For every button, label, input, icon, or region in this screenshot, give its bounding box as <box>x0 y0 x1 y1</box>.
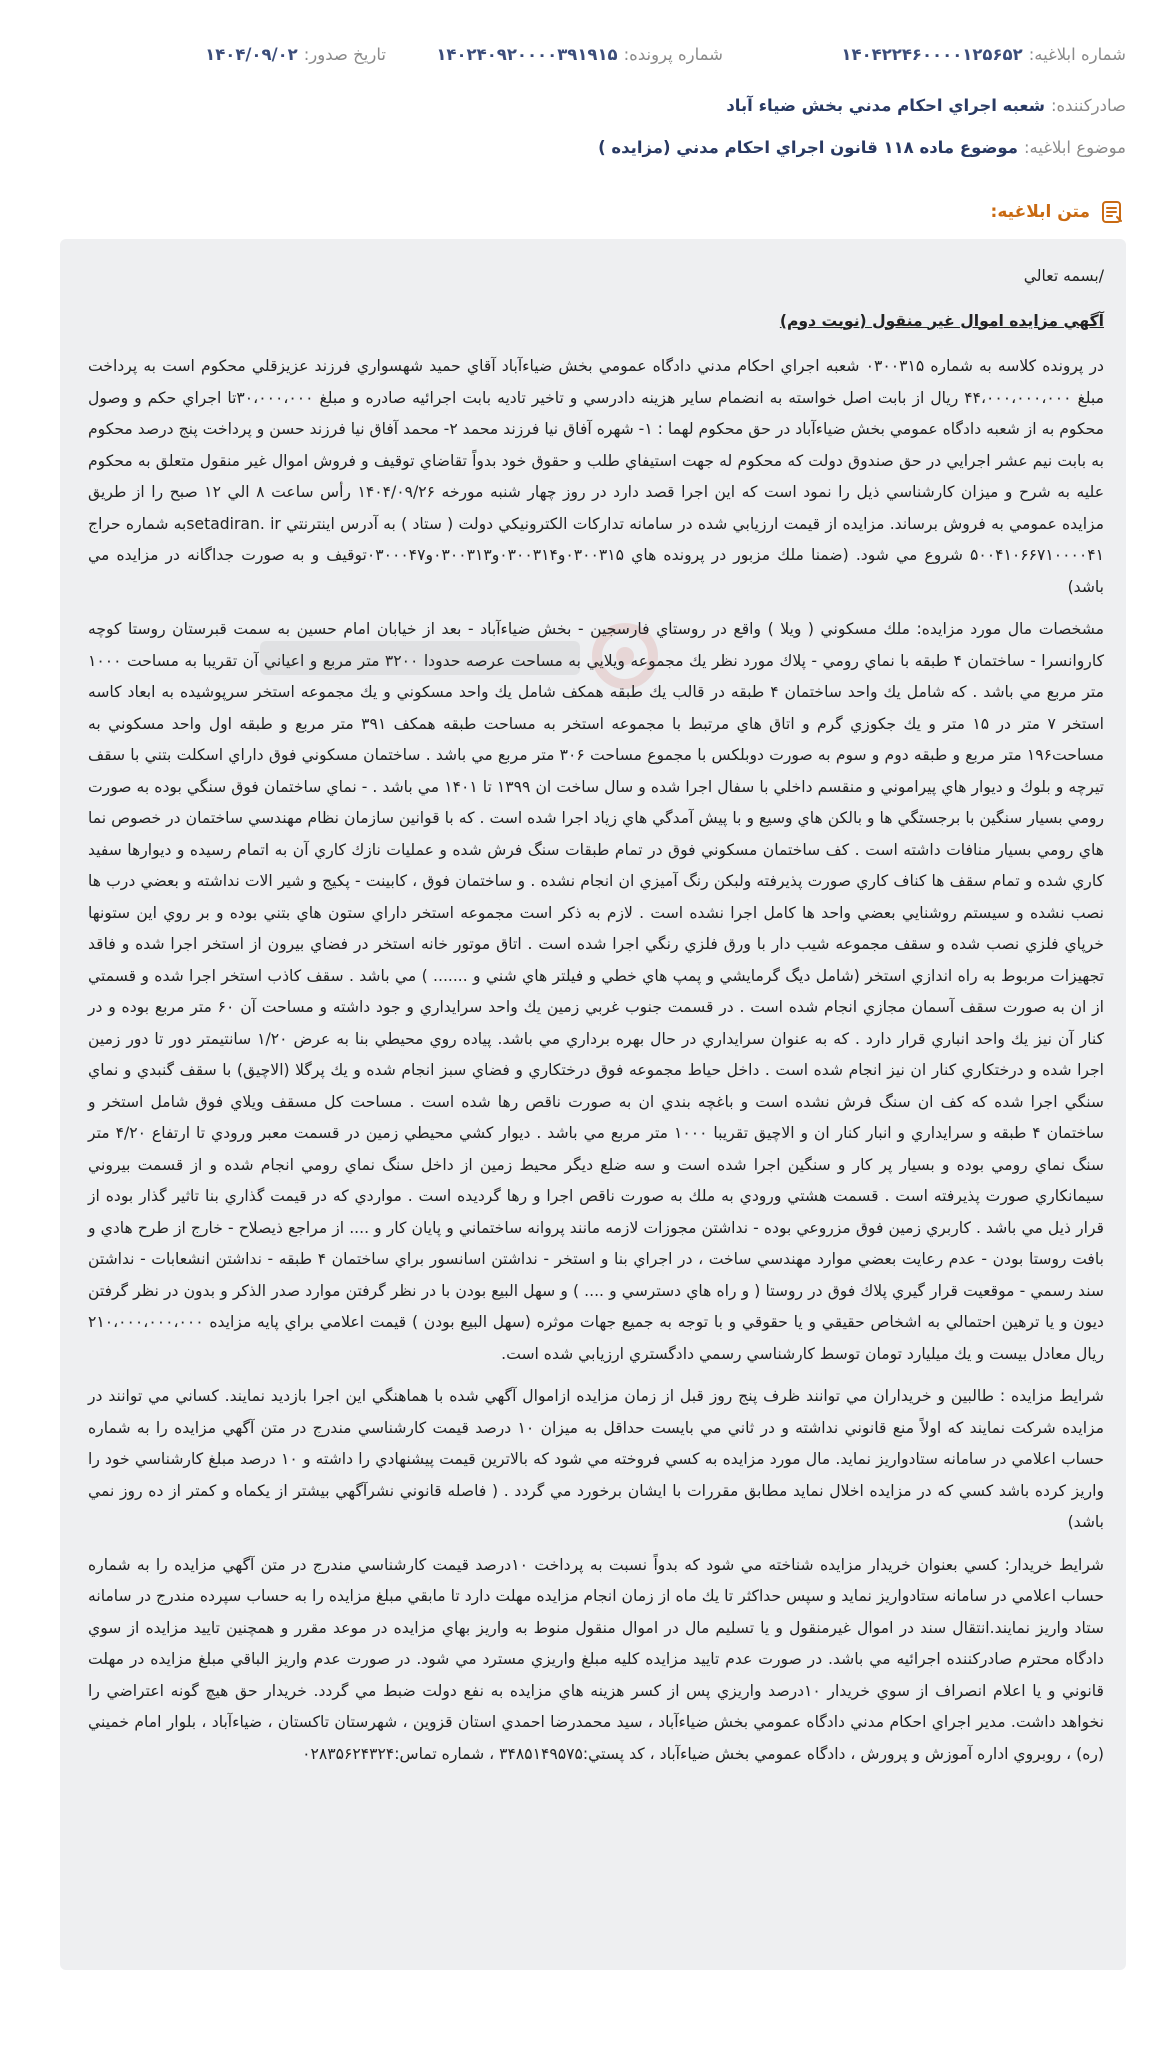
paragraph-auction-conditions: شرايط مزايده : طالبين و خريداران مي توانند ظرف پنج روز قبل از زمان مزايده ازاموال آگهي شده با هماهنگي اين اجرا بازديد نمايند. كساني مي توانند در مزايده شركت نمايند كه اولاً منع قانوني نداشته و در ثاني مي بايست حداقل به ميزان ۱۰ درصد قيمت كارشناسي مندرج در متن آگهي مزايده را به شماره حساب اعلامي در سامانه ستادواريز نمايد. مال مورد مزايده به كسي فروخته مي شود كه بالاترين قيمت پيشنهادي را داشته و ۱۰ درصد مبلغ كارشناسي خود را واريز كرده باشد كسي كه در مزايده اخلال نمايد مطابق مقررات با ايشان برخورد مي گردد . ( فاصله قانوني نشرآگهي بيشتر از يكماه و كمتر از ده روز نمي باشد) <box>88 1387 1104 1531</box>
case-number-value: ۱۴۰۲۴۰۹۲۰۰۰۰۳۹۱۹۱۵ <box>436 44 618 64</box>
subject-value: موضوع ماده ۱۱۸ قانون اجراي احكام مدني (مزايده ) <box>598 138 1018 157</box>
case-number <box>436 45 723 64</box>
bismillah-line: /بسمه تعالي <box>1023 267 1104 285</box>
issue-date-value: ۱۴۰۴/۰۹/۰۲ <box>205 44 298 64</box>
notice-text-heading <box>991 198 1126 226</box>
issue-date-label: تاريخ صدور: <box>303 44 386 64</box>
issue-date <box>205 45 386 64</box>
subject-label: موضوع ابلاغيه: <box>1023 138 1126 157</box>
paragraph-case-intro: در پرونده كلاسه به شماره ۰۳۰۰۳۱۵ شعبه اجراي احكام مدني دادگاه عمومي بخش ضياءآباد آقاي حميد شهسواري فرزند عزيزقلي محكوم است به پرداخت مبلغ ۴۴،۰۰۰،۰۰۰،۰۰۰ ريال از بابت اصل خواسته به انضمام ساير هزينه دادرسي و تاخير تاديه بابت اجرائيه صادره و مبلغ ۳۰،۰۰۰،۰۰۰تا اجراي حكم و وصول محكوم به از شعبه دادگاه عمومي بخش ضياءآباد در حق محكوم لهما : ۱- شهره آفاق نيا فرزند محمد ۲- محمد آفاق نيا فرزند حسن و پرداخت پنج درصد محكوم به بابت نيم عشر اجرايي در حق صندوق دولت كه محكوم له جهت استيفاي طلب و حقوق خود بدواً تقاضاي توقيف و فروش اموال غير منقول متعلق به محكوم عليه به شرح و ميزان كارشناسي ذيل را نمود است كه اين اجرا قصد دارد در روز چهار شنبه مورخه ۱۴۰۴/۰۹/۲۶ رأس ساعت ۸ الي ۱۲ صبح را از طريق مزايده عمومي به فروش برساند. مزايده از قيمت ارزيابي شده در سامانه تداركات الكترونيكي دولت ( ستاد ) به آدرس اينترنتي setadiran. irبه شماره حراج ۵۰۰۴۱۰۶۶۷۱۰۰۰۰۴۱ شروع مي شود. (ضمنا ملك مزبور در پرونده هاي ۰۳۰۰۳۱۵و۰۳۰۰۳۱۴و۰۳۰۰۳۱۳و۰۳۰۰۰۴۷توقيف و به صورت جداگانه در مزايده مي باشد) <box>88 357 1105 596</box>
ad-title: آگهي مزايده اموال غير منقول (نوبت دوم) <box>779 311 1104 330</box>
notice-body-panel <box>60 239 1126 1970</box>
sender-row <box>56 96 1126 115</box>
sender-value: شعبه اجراي احكام مدني بخش ضياء آباد <box>726 96 1045 115</box>
notice-text-title: متن ابلاغيه: <box>990 202 1090 222</box>
notice-number-label: شماره ابلاغيه: <box>1028 44 1126 64</box>
paragraph-buyer-conditions: شرايط خريدار: كسي بعنوان خريدار مزايده شناخته مي شود كه بدواً نسبت به پرداخت ۱۰درصد قيمت كارشناسي مندرج در متن آگهي مزايده را به شماره حساب اعلامي در سامانه ستادواريز نمايد و سپس حداكثر تا يك ماه از زمان انجام مزايده مهلت دارد تا مابقي مبلغ مزايده را به حساب سپرده مندرج در سامانه ستاد واريز نمايند.انتقال سند در اموال غيرمنقول و يا تسليم مال در اموال منقول منوط به واريز بهاي مزايده در موعد مقرر و همچنين تاييد مزايده از سوي دادگاه محترم صادركننده اجرائيه مي باشد. در صورت عدم تاييد مزايده كليه مبلغ واريزي مسترد مي شود. در صورت عدم واريز الباقي مبلغ مزايده در مهلت قانوني و يا اعلام انصراف از سوي خريدار ۱۰درصد واريزي پس از كسر هزينه هاي مزايده به نفع دولت ضبط مي گردد. خريدار حق هيچ گونه اعتراضي را نخواهد داشت. مدير اجراي احكام مدني دادگاه عمومي بخش ضياءآباد ، سيد محمدرضا احمدي استان قزوين ، شهرستان تاكستان ، ضياءآباد ، بلوار امام خميني (ره) ، روبروي اداره آموزش و پرورش ، دادگاه عمومي بخش ضياءآباد ، كد پستي:۳۴۸۵۱۴۹۵۷۵ ، شماره تماس:۰۲۸۳۵۶۲۴۳۲۴ <box>88 1555 1104 1763</box>
notice-number <box>841 45 1126 64</box>
paragraph-property-specs: مشخصات مال مورد مزايده: ملك مسكوني ( ويلا ) واقع در روستاي فارسجين - بخش ضياءآباد - بعد از خيابان امام حسين به سمت قبرستان روستا كوچه كاروانسرا - ساختمان ۴ طبقه با نماي رومي - پلاك مورد نظر يك مجموعه ويلايي به مساحت عرصه حدودا ۳۲۰۰ متر مربع و اعياني آن تقريبا به مساحت ۱۰۰۰ متر مربع مي باشد . كه شامل يك واحد ساختمان ۴ طبقه در قالب يك طبقه همكف شامل يك واحد مسكوني و يك مجموعه استخر سرپوشيده به ابعاد كاسه استخر ۷ متر در ۱۵ متر و يك جكوزي گرم و اتاق هاي مرتبط با مجموعه استخر به مساحت طبقه همكف ۳۹۱ متر مربع و طبقه اول واحد مسكوني به مساحت۱۹۶ متر مربع و طبقه دوم و سوم به صورت دوبلكس با مجموع مساحت ۳۰۶ متر مربع مي باشد . ساختمان مسكوني فوق داراي اسكلت بتني با سقف تيرچه و بلوك و ديوار هاي پيراموني و منقسم داخلي با سفال اجرا شده و سال ساخت ان ۱۳۹۹ تا ۱۴۰۱ مي باشد . - نماي ساختمان فوق سنگي بوده به صورت رومي بسيار سنگين با برجستگي ها و بالكن هاي وسيع و با پيش آمدگي هاي زياد اجرا شده است . كه با قوانين سازمان نظام مهندسي ساختمان در خصوص نما هاي رومي بسيار منافات داشته است . كف ساختمان مسكوني فوق در تمام طبقات سنگ فرش شده و عمليات نازك كاري آن به اتمام رسيده و ديوارها سفيد كاري شده و تمام سقف ها كناف كاري صورت پذيرفته ولبكن رنگ آميزي ان انجام نشده . و ساختمان فوق ، كابينت - پكيج و شير الات نداشته و بعضي درب ها نصب نشده و سيستم روشنايي بعضي واحد ها كامل اجرا نشده است . لازم به ذكر است مجموعه استخر داراي ستون هاي بتني بوده و بر روي اين ستونها خرپاي فلزي نصب شده و سقف مجموعه شيب دار با ورق فلزي رنگي اجرا شده است . اتاق موتور خانه استخر در فضاي بيرون از استخر اجرا شده و فاقد تجهيزات مربوط به راه اندازي استخر (شامل ديگ گرمايشي و پمپ هاي خطي و فيلتر هاي شني و ....... ) مي باشد . سقف كاذب استخر اجرا شده و قسمتي از ان به صورت سقف آسمان مجازي انجام شده است . در قسمت جنوب غربي زمين يك واحد سرايداري و جود داشته و مساحت آن ۶۰ متر مربع بوده و در كنار آن نيز يك واحد انباري قرار دارد . كه به عنوان سرايداري در حال بهره برداري مي باشد. پياده روي محيطي بنا به عرض ۱/۲۰ سانتيمتر دور تا دور زمين اجرا شده و درختكاري كنار ان نيز انجام شده است . داخل حياط مجموعه فوق درختكاري و فضاي سبز انجام شده و يك پرگلا (الاچيق) با سقف گنبدي و نماي سنگي اجرا شده كه كف ان سنگ فرش نشده است و باغچه بندي ان به صورت ناقص رها شده است . مساحت كل مسقف ويلاي فوق شامل استخر و ساختمان ۴ طبقه و سرايداري و انبار كنار ان و الاچيق تقريبا ۱۰۰۰ متر مربع مي باشد . ديوار كشي محيطي زمين در قسمت معبر ورودي تا ارتفاع ۴/۲۰ متر سنگ نماي رومي بوده و بسيار پر كار و سنگين اجرا شده است و سه ضلع ديگر محيط زمين از داخل سنگ نماي رومي انجام شده و از قسمت بيروني سيمانكاري صورت پذيرفته است . قسمت هشتي ورودي به ملك به صورت ناقص اجرا و رها گرديده است . مواردي كه در قيمت گذاري بنا تاثير گذار بوده از قرار ذيل مي باشد . كاربري زمين فوق مزروعي بوده - نداشتن مجوزات لازمه مانند پروانه ساختماني و پايان كار و .... از مراجع ذيصلاح - خارج از طرح هادي و بافت روستا بودن - عدم رعايت بعضي موارد مهندسي ساخت ، در اجراي بنا و استخر - نداشتن اسانسور براي ساختمان ۴ طبقه - نداشتن انشعابات - نداشتن سند رسمي - موقعيت قرار گيري پلاك فوق در روستا ( و راه هاي دسترسي و .... ) و سهل البيع بودن با در نظر گرفتن موارد صدر الذكر و بدون در نظر گرفتن ديون و يا ترهين احتمالي به اشخاص حقيقي و يا حقوقي و با توجه به جميع جهات موثره (سهل البيع بودن ) قيمت اعلامي براي پايه مزايده ۲۱۰،۰۰۰،۰۰۰،۰۰۰ ريال معادل بيست و يك ميليارد تومان توسط كارشناسي رسمي دادگستري ارزيابي شده است. <box>88 620 1104 1363</box>
subject-row <box>56 138 1126 157</box>
document-icon <box>1098 198 1126 226</box>
case-number-label: شماره پرونده: <box>623 44 723 64</box>
sender-label: صادرکننده: <box>1050 96 1126 115</box>
notice-body-text <box>88 261 1104 1950</box>
notice-number-value: ۱۴۰۴۲۲۴۶۰۰۰۰۱۲۵۶۵۲ <box>841 44 1023 64</box>
